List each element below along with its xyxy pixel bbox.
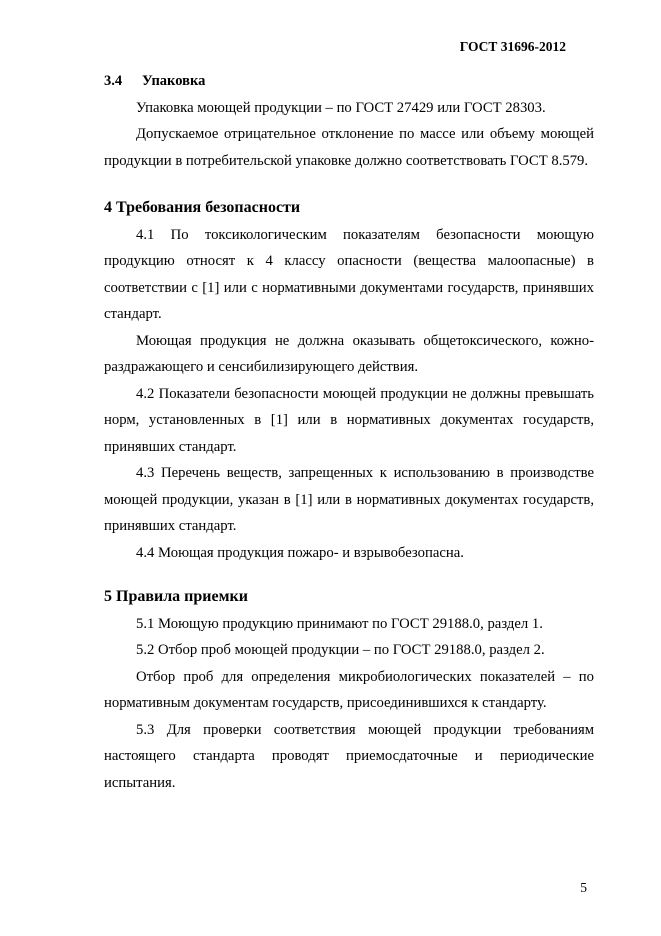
- paragraph: Допускаемое отрицательное отклонение по массе или объему моющей продукции в потребительской упаковке должно соответствовать ГОСТ 8.579.: [104, 126, 594, 169]
- section-3-4-number: 3.4: [104, 73, 123, 89]
- paragraph: Моющая продукция не должна оказывать общетоксического, кожно-раздражающего и сенсибилизирующего действия.: [104, 332, 594, 375]
- section-3-4-heading: [104, 68, 594, 95]
- paragraph: 5.3 Для проверки соответствия моющей продукции требованиям настоящего стандарта проводят приемосдаточные и периодические испытания.: [104, 721, 594, 791]
- paragraph: Отбор проб для определения микробиологических показателей – по нормативным документам государств, присоединившихся к стандарту.: [104, 668, 594, 711]
- section-3-4-title: Упаковка: [142, 73, 206, 89]
- paragraph: Упаковка моющей продукции – по ГОСТ 27429 или ГОСТ 28303.: [136, 99, 546, 116]
- paragraph: 4.2 Показатели безопасности моющей продукции не должны превышать норм, установленных в [1] или в нормативных документах государств, принявших стандарт.: [104, 385, 594, 455]
- page-number: 5: [580, 880, 587, 895]
- section-5-heading: 5 Правила приемки: [104, 588, 248, 605]
- paragraph: 4.1 По токсикологическим показателям безопасности моющую продукцию относят к 4 классу опасности (вещества малоопасные) в соответствии с [1] или с нормативными документами государств, принявших стандарт.: [104, 226, 594, 322]
- document-code-header: ГОСТ 31696-2012: [459, 39, 566, 54]
- paragraph: 5.1 Моющую продукцию принимают по ГОСТ 29188.0, раздел 1.: [136, 615, 543, 632]
- paragraph: 4.4 Моющая продукция пожаро- и взрывобезопасна.: [136, 544, 464, 561]
- section-4-heading: 4 Требования безопасности: [104, 199, 301, 216]
- paragraph: 4.3 Перечень веществ, запрещенных к использованию в производстве моющей продукции, указан в [1] или в нормативных документах государств, принявших стандарт.: [104, 465, 594, 534]
- page-content: [104, 68, 594, 796]
- paragraph: 5.2 Отбор проб моющей продукции – по ГОСТ 29188.0, раздел 2.: [136, 642, 545, 658]
